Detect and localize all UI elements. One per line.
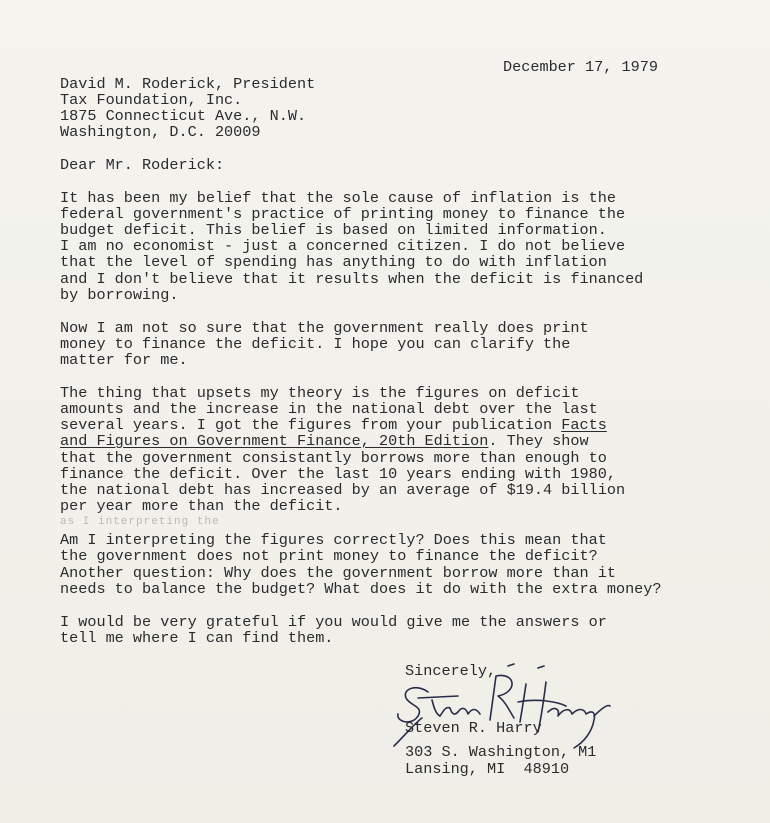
p3-line-3 bbox=[60, 417, 607, 433]
p3-line-3-text: several years. I got the figures from your publication bbox=[60, 416, 562, 434]
p3-line-6: finance the deficit. Over the last 10 years ending with 1980, bbox=[60, 465, 616, 483]
signer-address-line-1: 303 S. Washington, M1 bbox=[405, 743, 597, 761]
signer-name: Steven R. Harry bbox=[405, 719, 542, 737]
recipient-line-1: David M. Roderick, President bbox=[60, 75, 316, 93]
p5-line-1: I would be very grateful if you would give me the answers or bbox=[60, 613, 607, 631]
p3-line-4 bbox=[60, 433, 589, 449]
recipient-line-2: Tax Foundation, Inc. bbox=[60, 91, 243, 109]
p2-line-3: matter for me. bbox=[60, 351, 188, 369]
p4-line-2: the government does not print money to finance the deficit? bbox=[60, 547, 598, 565]
p5-line-2: tell me where I can find them. bbox=[60, 629, 334, 647]
publication-title-part-1: Facts bbox=[561, 416, 607, 434]
p1-line-1: It has been my belief that the sole cause of inflation is the bbox=[60, 189, 616, 207]
closing: Sincerely, bbox=[405, 662, 497, 680]
p4-line-1: Am I interpreting the figures correctly? Does this mean that bbox=[60, 531, 607, 549]
p4-line-3: Another question: Why does the government borrow more than it bbox=[60, 564, 616, 582]
p2-line-1: Now I am not so sure that the government really does print bbox=[60, 319, 589, 337]
p1-line-6: and I don't believe that it results when the deficit is financed bbox=[60, 270, 644, 288]
p3-line-5: that the government consistantly borrows more than enough to bbox=[60, 449, 607, 467]
p3-line-7: the national debt has increased by an average of $19.4 billion bbox=[60, 481, 626, 499]
handwritten-signature bbox=[388, 662, 628, 752]
p3-line-8: per year more than the deficit. bbox=[60, 497, 343, 515]
p1-line-4: I am no economist - just a concerned citizen. I do not believe bbox=[60, 237, 626, 255]
p1-line-7: by borrowing. bbox=[60, 286, 179, 304]
p1-line-2: federal government's practice of printing money to finance the bbox=[60, 205, 626, 223]
publication-title-part-2: and Figures on Government Finance, 20th Edition bbox=[60, 432, 489, 450]
p2-line-2: money to finance the deficit. I hope you can clarify the bbox=[60, 335, 571, 353]
p4-line-4: needs to balance the budget? What does it do with the extra money? bbox=[60, 580, 662, 598]
p1-line-3: budget deficit. This belief is based on limited information. bbox=[60, 221, 607, 239]
recipient-line-4: Washington, D.C. 20009 bbox=[60, 123, 261, 141]
p3-line-1: The thing that upsets my theory is the figures on deficit bbox=[60, 384, 580, 402]
p1-line-5: that the level of spending has anything to do with inflation bbox=[60, 253, 607, 271]
signer-address-line-2: Lansing, MI 48910 bbox=[405, 760, 570, 778]
faint-erased-text: as I interpreting the bbox=[60, 516, 220, 528]
letter-date: December 17, 1979 bbox=[503, 58, 658, 76]
recipient-line-3: 1875 Connecticut Ave., N.W. bbox=[60, 107, 307, 125]
p3-line-2: amounts and the increase in the national debt over the last bbox=[60, 400, 598, 418]
p3-line-4-text: . They show bbox=[488, 432, 589, 450]
salutation: Dear Mr. Roderick: bbox=[60, 156, 225, 174]
